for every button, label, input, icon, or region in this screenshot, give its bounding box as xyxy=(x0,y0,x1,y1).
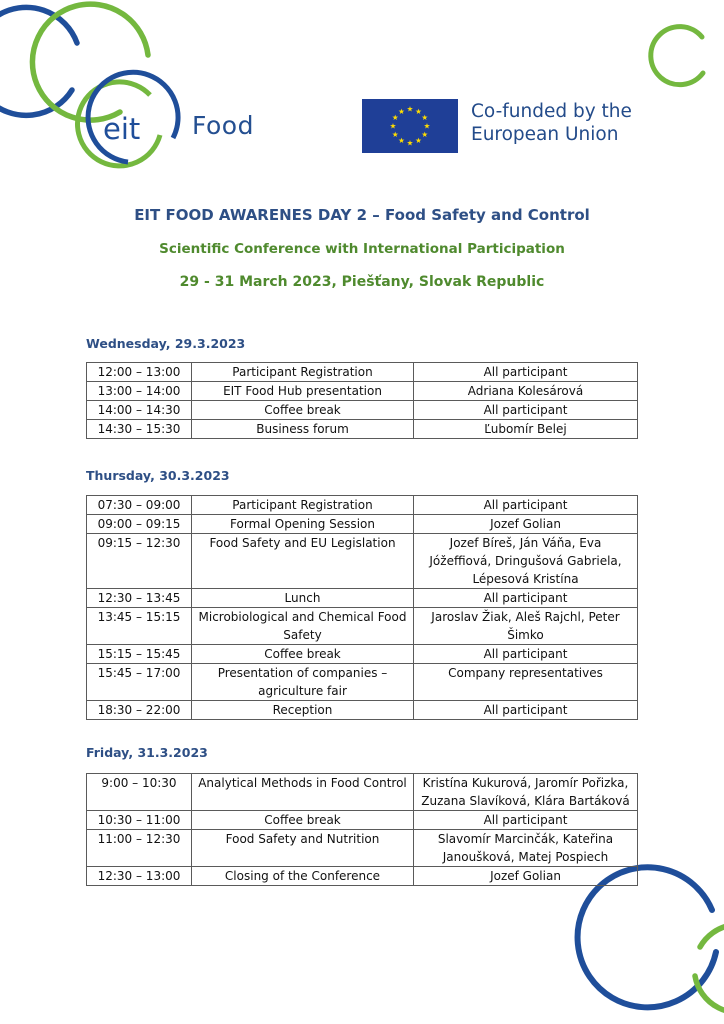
time-cell: 12:00 – 13:00 xyxy=(87,363,192,382)
person-cell: Adriana Kolesárová xyxy=(414,382,638,401)
person-cell: Slavomír Marcinčák, Kateřina Janoušková, Matej Pospiech xyxy=(414,830,638,867)
schedule-table-wednesday xyxy=(86,362,638,439)
time-cell: 14:30 – 15:30 xyxy=(87,420,192,439)
person-cell: Kristína Kukurová, Jaromír Pořizka, Zuzana Slavíková, Klára Bartáková xyxy=(414,774,638,811)
table-row xyxy=(87,589,638,608)
date-location: 29 - 31 March 2023, Piešťany, Slovak Republic xyxy=(179,274,545,290)
table-row xyxy=(87,645,638,664)
time-cell: 09:00 – 09:15 xyxy=(87,515,192,534)
topic-cell: Business forum xyxy=(192,420,414,439)
table-row xyxy=(87,830,638,867)
table-row xyxy=(87,774,638,811)
table-row xyxy=(87,515,638,534)
topic-cell: Food Safety and Nutrition xyxy=(192,830,414,867)
topic-cell: Closing of the Conference xyxy=(192,867,414,886)
topic-cell: Formal Opening Session xyxy=(192,515,414,534)
person-cell: All participant xyxy=(414,496,638,515)
eu-star: ★ xyxy=(398,106,405,116)
person-cell: Jozef Golian xyxy=(414,515,638,534)
table-row xyxy=(87,496,638,515)
topic-cell: Food Safety and EU Legislation xyxy=(192,534,414,589)
topic-cell: Coffee break xyxy=(192,401,414,420)
topic-cell: Lunch xyxy=(192,589,414,608)
eu-star: ★ xyxy=(389,121,397,131)
schedule-table-thursday xyxy=(86,495,638,720)
table-row xyxy=(87,382,638,401)
eu-star: ★ xyxy=(406,138,414,148)
person-cell: Jozef Golian xyxy=(414,867,638,886)
time-cell: 15:45 – 17:00 xyxy=(87,664,192,701)
topic-cell: Participant Registration xyxy=(192,496,414,515)
topic-cell: Presentation of companies – agriculture fair xyxy=(192,664,414,701)
day-heading-wednesday: Wednesday, 29.3.2023 xyxy=(86,336,246,351)
main-title: EIT FOOD AWARENES DAY 2 – Food Safety and Control xyxy=(134,206,590,224)
person-cell: Jozef Bíreš, Ján Váňa, Eva Jóžeffiová, Dringušová Gabriela, Lépesová Kristína xyxy=(414,534,638,589)
topic-cell: Participant Registration xyxy=(192,363,414,382)
time-cell: 11:00 – 12:30 xyxy=(87,830,192,867)
table-row xyxy=(87,701,638,720)
table-row xyxy=(87,811,638,830)
person-cell: All participant xyxy=(414,645,638,664)
person-cell: Company representatives xyxy=(414,664,638,701)
person-cell: All participant xyxy=(414,811,638,830)
deco-arc-navy-top-left xyxy=(0,7,77,115)
table-row xyxy=(87,534,638,589)
time-cell: 09:15 – 12:30 xyxy=(87,534,192,589)
eu-star: ★ xyxy=(415,136,422,146)
table-row xyxy=(87,664,638,701)
eu-star: ★ xyxy=(398,136,405,146)
eu-star: ★ xyxy=(421,130,429,139)
time-cell: 07:30 – 09:00 xyxy=(87,496,192,515)
time-cell: 12:30 – 13:45 xyxy=(87,589,192,608)
time-cell: 10:30 – 11:00 xyxy=(87,811,192,830)
time-cell: 12:30 – 13:00 xyxy=(87,867,192,886)
topic-cell: Coffee break xyxy=(192,811,414,830)
eu-text-line1: Co-funded by the xyxy=(471,101,632,122)
day-heading-friday: Friday, 31.3.2023 xyxy=(86,745,208,760)
eu-star: ★ xyxy=(406,104,414,114)
subtitle: Scientific Conference with International Participation xyxy=(159,241,565,257)
eit-food-logo-text: Food xyxy=(192,111,254,140)
person-cell: All participant xyxy=(414,401,638,420)
table-row xyxy=(87,401,638,420)
time-cell: 18:30 – 22:00 xyxy=(87,701,192,720)
person-cell: Ľubomír Belej xyxy=(414,420,638,439)
eu-star: ★ xyxy=(415,106,422,116)
eit-logo-letters: eit xyxy=(103,112,141,146)
person-cell: Jaroslav Žiak, Aleš Rajchl, Peter Šimko xyxy=(414,608,638,645)
table-row xyxy=(87,867,638,886)
eu-stars-icon xyxy=(362,99,458,153)
topic-cell: Reception xyxy=(192,701,414,720)
eu-text-line2: European Union xyxy=(471,124,619,145)
eu-star: ★ xyxy=(423,121,431,131)
topic-cell: Analytical Methods in Food Control xyxy=(192,774,414,811)
topic-cell: EIT Food Hub presentation xyxy=(192,382,414,401)
table-row xyxy=(87,608,638,645)
person-cell: All participant xyxy=(414,363,638,382)
time-cell: 14:00 – 14:30 xyxy=(87,401,192,420)
topic-cell: Microbiological and Chemical Food Safety xyxy=(192,608,414,645)
person-cell: All participant xyxy=(414,701,638,720)
time-cell: 13:45 – 15:15 xyxy=(87,608,192,645)
eu-star: ★ xyxy=(421,113,429,122)
table-row xyxy=(87,420,638,439)
time-cell: 9:00 – 10:30 xyxy=(87,774,192,811)
day-heading-thursday: Thursday, 30.3.2023 xyxy=(86,468,230,483)
time-cell: 15:15 – 15:45 xyxy=(87,645,192,664)
topic-cell: Coffee break xyxy=(192,645,414,664)
eu-star: ★ xyxy=(391,130,399,139)
eu-star: ★ xyxy=(391,113,399,122)
eu-flag-icon xyxy=(362,99,458,153)
schedule-table-friday xyxy=(86,773,638,886)
deco-arc-green-top-right xyxy=(651,27,703,85)
eu-cofunded-text xyxy=(471,100,632,146)
person-cell: All participant xyxy=(414,589,638,608)
table-row xyxy=(87,363,638,382)
time-cell: 13:00 – 14:00 xyxy=(87,382,192,401)
